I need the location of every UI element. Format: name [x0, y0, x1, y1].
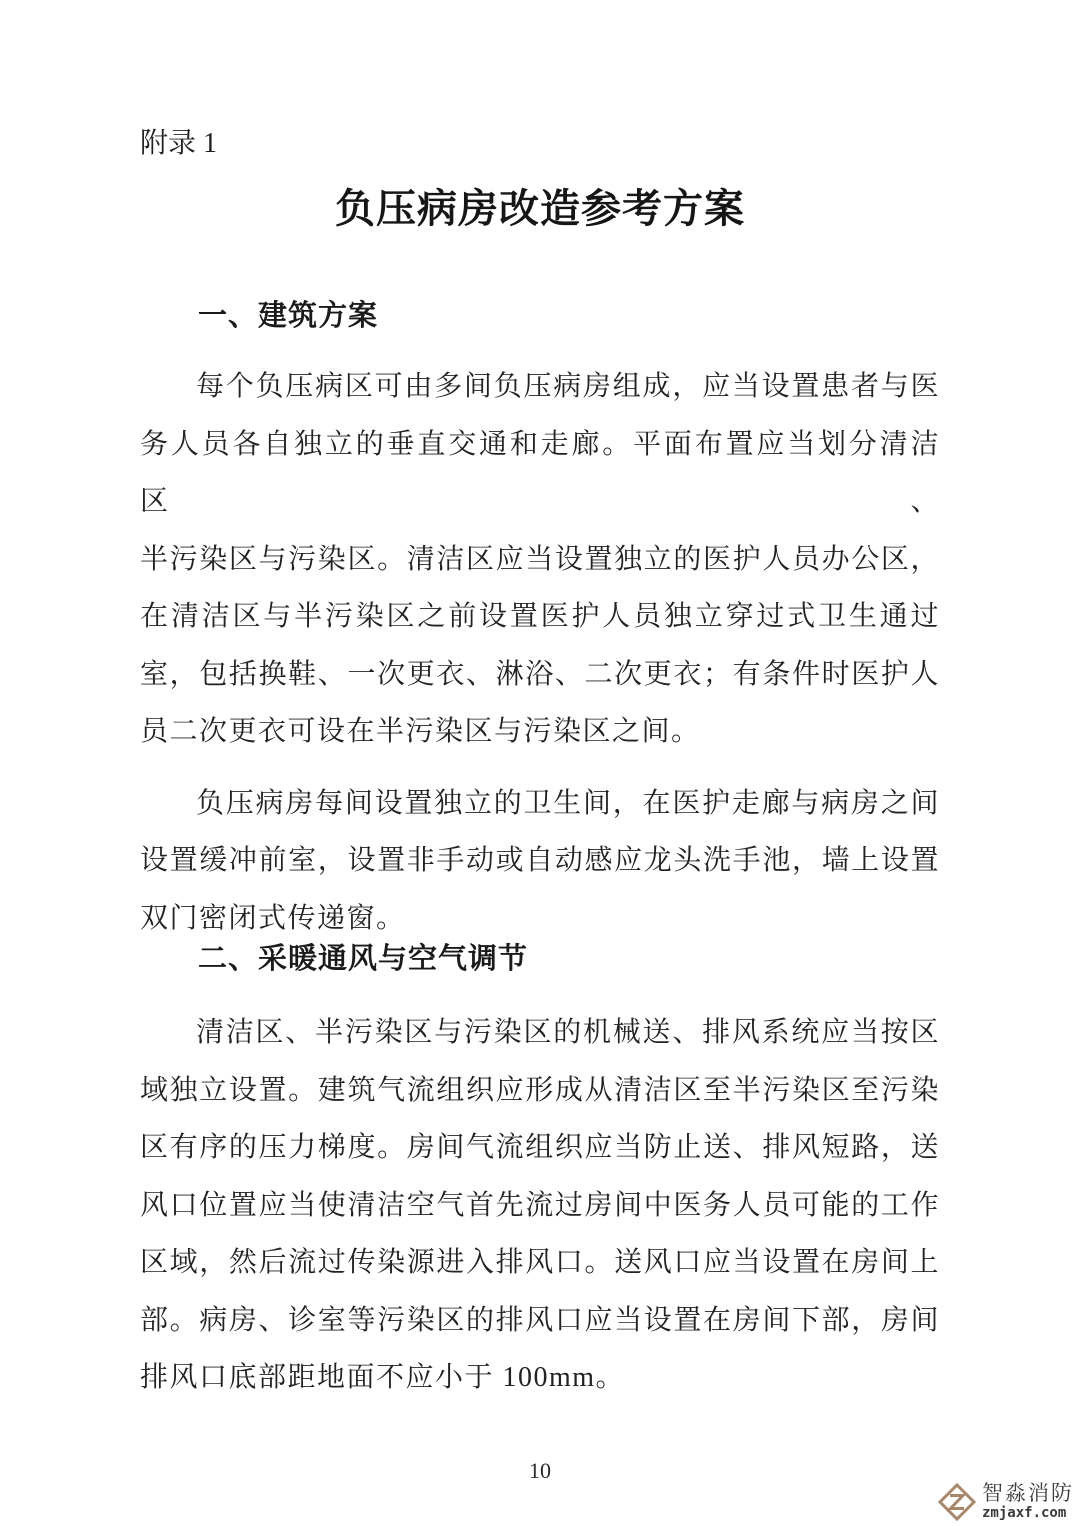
paragraph-line: 区域，然后流过传染源进入排风口。送风口应当设置在房间上 [140, 1247, 940, 1279]
section-heading-hvac: 二、采暖通风与空气调节 [198, 943, 529, 976]
paragraph-line: 域独立设置。建筑气流组织应形成从清洁区至半污染区至污染 [140, 1074, 940, 1106]
paragraph-line: 室，包括换鞋、一次更衣、淋浴、二次更衣；有条件时医护人 [140, 658, 940, 690]
watermark-brand [937, 1482, 1074, 1522]
paragraph-line: 半污染区与污染区。清洁区应当设置独立的医护人员办公区， [140, 543, 940, 575]
paragraph-line: 区有序的压力梯度。房间气流组织应当防止送、排风短路，送 [140, 1132, 940, 1164]
paragraph-line: 排风口底部距地面不应小于 100mm。 [140, 1362, 626, 1394]
brand-url: zmjaxf.com [982, 1505, 1067, 1521]
brand-name: 智淼消防 [982, 1482, 1074, 1505]
paragraph-line: 务人员各自独立的垂直交通和走廊。平面布置应当划分清洁区、 [140, 428, 940, 518]
appendix-label: 附录 1 [140, 128, 218, 159]
paragraph-line: 设置缓冲前室，设置非手动或自动感应龙头洗手池，墙上设置 [140, 845, 940, 877]
paragraph-line: 风口位置应当使清洁空气首先流过房间中医务人员可能的工作 [140, 1189, 940, 1221]
page-number: 10 [529, 1457, 551, 1483]
diamond-z-logo-icon [937, 1482, 977, 1522]
section-heading-building-plan: 一、建筑方案 [198, 300, 379, 332]
paragraph-line: 员二次更衣可设在半污染区与污染区之间。 [140, 716, 701, 748]
paragraph-line: 清洁区、半污染区与污染区的机械送、排风系统应当按区 [196, 1017, 940, 1049]
paragraph [140, 1004, 940, 1407]
paragraph [140, 775, 940, 948]
paragraph-line: 双门密闭式传递窗。 [140, 902, 406, 934]
page-title: 负压病房改造参考方案 [335, 186, 745, 231]
paragraph-line: 每个负压病区可由多间负压病房组成，应当设置患者与医 [196, 371, 940, 403]
brand-text [982, 1482, 1074, 1522]
paragraph-line: 部。病房、诊室等污染区的排风口应当设置在房间下部，房间 [140, 1304, 940, 1336]
paragraph-line: 负压病房每间设置独立的卫生间，在医护走廊与病房之间 [196, 787, 940, 819]
paragraph-line: 在清洁区与半污染区之前设置医护人员独立穿过式卫生通过 [140, 601, 940, 633]
paragraph [140, 358, 940, 761]
